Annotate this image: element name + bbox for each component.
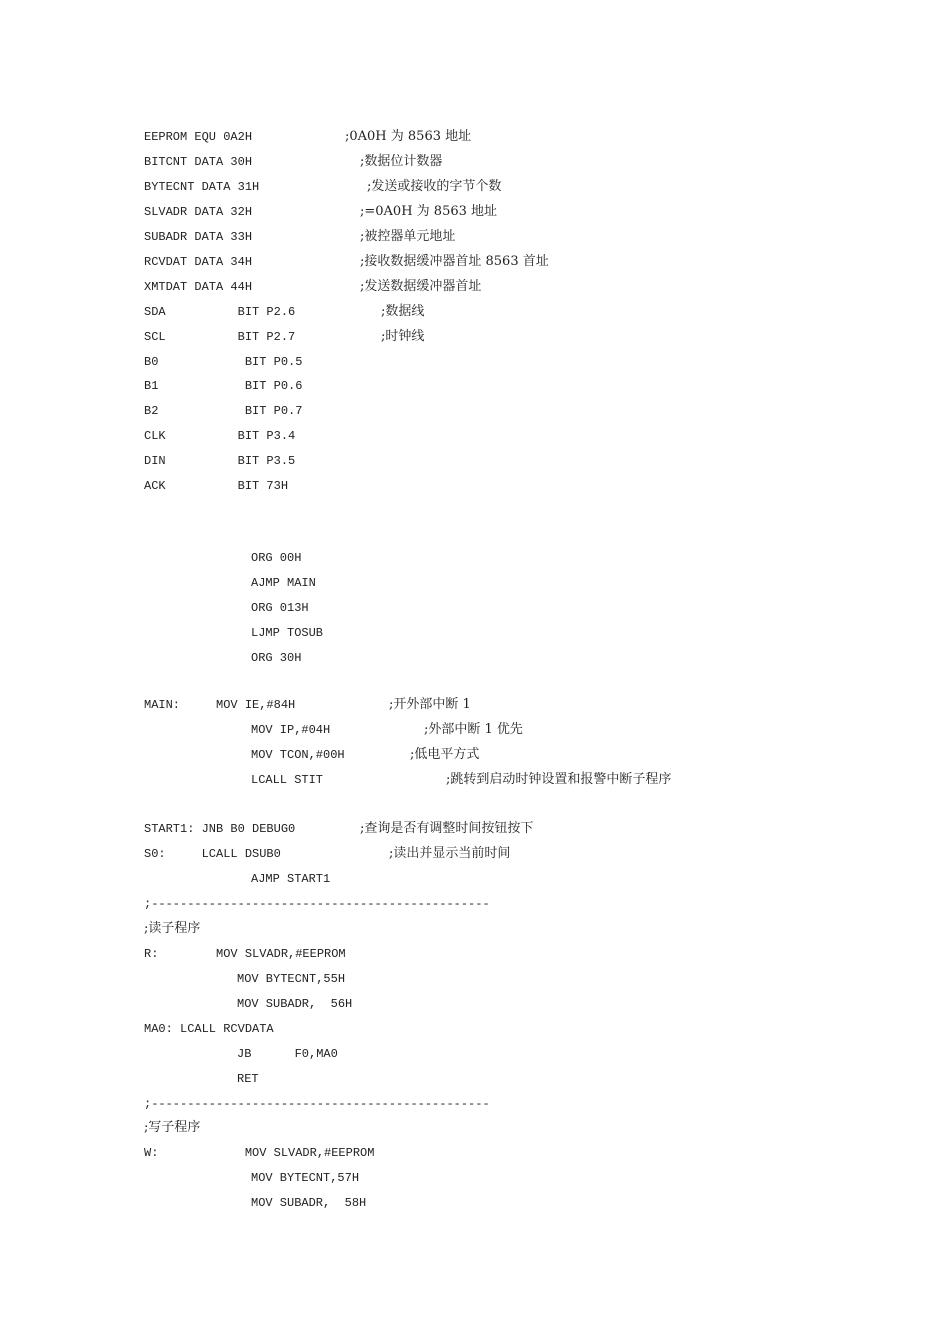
code-line	[0, 403, 950, 419]
code-line	[0, 946, 950, 962]
code-text: SCL BIT P2.7	[144, 330, 296, 344]
code-line	[0, 378, 950, 394]
code-comment: ;被控器单元地址	[360, 229, 456, 244]
code-text: ORG 00H	[251, 551, 302, 565]
code-line	[0, 478, 950, 494]
code-comment: ;时钟线	[381, 329, 425, 344]
code-comment: ;跳转到启动时钟设置和报警中断子程序	[446, 772, 672, 787]
code-text: MOV TCON,#00H	[251, 748, 345, 762]
code-text: BYTECNT DATA 31H	[144, 180, 260, 194]
code-comment: ;低电平方式	[410, 747, 480, 762]
code-text: ACK BIT 73H	[144, 479, 289, 493]
code-text: MOV SUBADR, 58H	[251, 1196, 367, 1210]
code-text: SUBADR DATA 33H	[144, 230, 253, 244]
code-text: CLK BIT P3.4	[144, 429, 296, 443]
code-text: SDA BIT P2.6	[144, 305, 296, 319]
code-comment: ;读子程序	[144, 921, 201, 936]
code-line	[0, 1120, 950, 1136]
code-line	[0, 129, 950, 145]
code-comment: ;数据线	[381, 304, 425, 319]
code-text: MOV SUBADR, 56H	[237, 997, 353, 1011]
code-comment: ;外部中断 1 优先	[424, 722, 523, 737]
code-text: RCVDAT DATA 34H	[144, 255, 253, 269]
code-text: MA0: LCALL RCVDATA	[144, 1022, 274, 1036]
code-line	[0, 254, 950, 270]
code-line	[0, 971, 950, 987]
code-text: SLVADR DATA 32H	[144, 205, 253, 219]
code-comment: ;=0A0H 为 8563 地址	[360, 204, 498, 219]
code-line	[0, 329, 950, 345]
code-text: B1 BIT P0.6	[144, 379, 303, 393]
code-text: W: MOV SLVADR,#EEPROM	[144, 1146, 375, 1160]
code-line	[0, 600, 950, 616]
code-text: RET	[237, 1072, 259, 1086]
code-line	[0, 204, 950, 220]
code-comment: ;查询是否有调整时间按钮按下	[360, 821, 534, 836]
code-line	[0, 1071, 950, 1087]
code-line	[0, 1046, 950, 1062]
code-line	[0, 279, 950, 295]
code-text: MOV BYTECNT,57H	[251, 1171, 360, 1185]
code-line	[0, 871, 950, 887]
code-text: B0 BIT P0.5	[144, 355, 303, 369]
code-text: MAIN: MOV IE,#84H	[144, 698, 296, 712]
code-text: MOV IP,#04H	[251, 723, 331, 737]
code-line	[0, 1170, 950, 1186]
code-line	[0, 1021, 950, 1037]
code-line	[0, 550, 950, 566]
code-text: ORG 30H	[251, 651, 302, 665]
code-line	[0, 896, 950, 912]
code-line	[0, 229, 950, 245]
code-text: BITCNT DATA 30H	[144, 155, 253, 169]
code-text: EEPROM EQU 0A2H	[144, 130, 253, 144]
code-comment: ;写子程序	[144, 1120, 201, 1135]
code-comment: ;数据位计数器	[360, 154, 443, 169]
code-comment: ;读出并显示当前时间	[389, 846, 511, 861]
code-line	[0, 304, 950, 320]
code-comment: ;发送或接收的字节个数	[367, 179, 502, 194]
code-comment: ;开外部中断 1	[389, 697, 471, 712]
code-text: DIN BIT P3.5	[144, 454, 296, 468]
code-line	[0, 650, 950, 666]
code-text: MOV BYTECNT,55H	[237, 972, 346, 986]
code-text: ;-----------------------------------------------	[144, 897, 490, 911]
code-comment: ;接收数据缓冲器首址 8563 首址	[360, 254, 549, 269]
code-text: AJMP MAIN	[251, 576, 316, 590]
code-line	[0, 154, 950, 170]
code-line	[0, 575, 950, 591]
code-line	[0, 1096, 950, 1112]
code-text: START1: JNB B0 DEBUG0	[144, 822, 296, 836]
code-text: R: MOV SLVADR,#EEPROM	[144, 947, 346, 961]
code-text: ORG 013H	[251, 601, 309, 615]
code-text: S0: LCALL DSUB0	[144, 847, 281, 861]
code-text: LCALL STIT	[251, 773, 324, 787]
code-line	[0, 772, 950, 788]
code-line	[0, 747, 950, 763]
code-text: XMTDAT DATA 44H	[144, 280, 253, 294]
code-text: B2 BIT P0.7	[144, 404, 303, 418]
code-line	[0, 179, 950, 195]
code-comment: ;发送数据缓冲器首址	[360, 279, 482, 294]
code-line	[0, 846, 950, 862]
code-line	[0, 625, 950, 641]
code-text: LJMP TOSUB	[251, 626, 324, 640]
code-line	[0, 354, 950, 370]
code-text: ;-----------------------------------------------	[144, 1097, 490, 1111]
code-line	[0, 821, 950, 837]
code-text: AJMP START1	[251, 872, 331, 886]
code-line	[0, 996, 950, 1012]
code-line	[0, 453, 950, 469]
code-comment: ;0A0H 为 8563 地址	[345, 129, 472, 144]
code-line	[0, 921, 950, 937]
code-line	[0, 697, 950, 713]
code-line	[0, 722, 950, 738]
code-line	[0, 1195, 950, 1211]
code-text: JB F0,MA0	[237, 1047, 338, 1061]
code-line	[0, 1145, 950, 1161]
code-line	[0, 428, 950, 444]
